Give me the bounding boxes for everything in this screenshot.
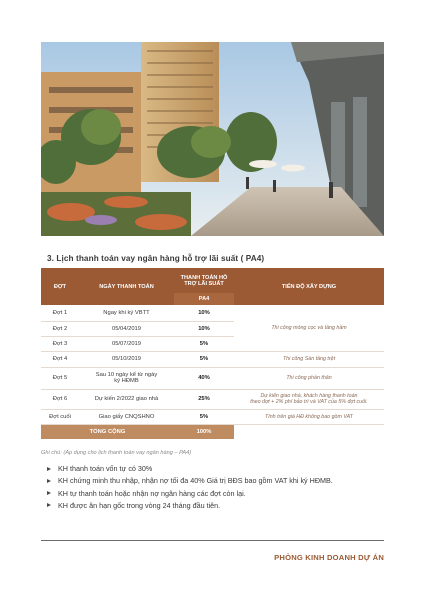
header-support-sub: PA4 [174, 293, 234, 305]
triangle-bullet-icon [47, 467, 51, 471]
row-pct: 10% [174, 321, 234, 336]
table-row [41, 409, 384, 424]
row-phase: Đợt 3 [41, 336, 79, 351]
bullet-text: KH tự thanh toán hoặc nhận nợ ngân hàng các đợt còn lại. [58, 488, 246, 498]
footer-department: PHÒNG KINH DOANH DỰ ÁN [274, 553, 384, 562]
row-progress-line2: theo đợt + 2% phí bảo trì và VAT của 5% đợt cuối. [250, 399, 368, 405]
table-row [41, 389, 384, 409]
row-pct: 5% [174, 409, 234, 424]
row-progress: Thi công Sàn tầng trệt [234, 351, 384, 367]
row-date: 05/07/2019 [79, 336, 174, 351]
header-support [174, 268, 234, 293]
bullet-text: KH được ân hạn gốc trong vòng 24 tháng đầu tiên. [58, 500, 221, 510]
header-date: NGÀY THANH TOÁN [79, 268, 174, 305]
row-pct: 5% [174, 336, 234, 351]
row-date: Giao giấy CNQSHNO [79, 409, 174, 424]
total-row [41, 424, 384, 439]
row-date [79, 367, 174, 389]
row-phase: Đợt 2 [41, 321, 79, 336]
row-date: Ngay khi ký VBTT [79, 305, 174, 321]
list-item [47, 488, 333, 500]
row-phase: Đợt 5 [41, 367, 79, 389]
total-pct: 100% [174, 424, 234, 439]
footer-divider [41, 540, 384, 541]
row-phase: Đợt cuối [41, 409, 79, 424]
row-progress: Tính trên giá HĐ không bao gồm VAT [234, 409, 384, 424]
row-phase: Đợt 6 [41, 389, 79, 409]
row-pct: 10% [174, 305, 234, 321]
triangle-bullet-icon [47, 479, 51, 483]
row-phase: Đợt 1 [41, 305, 79, 321]
bullet-list [47, 463, 333, 512]
row-progress: Thi công phần thân [234, 367, 384, 389]
row-date: 05/04/2019 [79, 321, 174, 336]
table-row [41, 351, 384, 367]
bullet-text: KH thanh toán vốn tự có 30% [58, 464, 153, 473]
table-note: Ghi chú: (Áp dụng cho lịch thanh toán vay ngân hàng – PA4) [41, 450, 192, 456]
header-progress: TIẾN ĐỘ XÂY DỰNG [234, 268, 384, 305]
row-progress-line1: Dự kiến giao nhà, khách hàng thanh toán [260, 393, 358, 399]
list-item [47, 500, 333, 512]
triangle-bullet-icon [47, 503, 51, 507]
triangle-bullet-icon [47, 491, 51, 495]
row-phase: Đợt 4 [41, 351, 79, 367]
row-date: Dự kiến 2/2022 giao nhà [79, 389, 174, 409]
list-item [47, 475, 333, 487]
row-progress [234, 389, 384, 409]
bullet-text: KH chứng minh thu nhập, nhận nợ tối đa 40% Giá trị BĐS bao gồm VAT khi ký HĐMB. [58, 476, 333, 486]
hero-image [41, 42, 384, 236]
header-phase: ĐỢT [41, 268, 79, 305]
total-blank [234, 424, 384, 439]
row-progress-merged: Thi công móng cọc và tầng hầm [234, 305, 384, 351]
row-date-line1: Sau 10 ngày kể từ ngày [95, 372, 158, 378]
section-title: 3. Lịch thanh toán vay ngân hàng hỗ trợ lãi suất ( PA4) [47, 254, 265, 263]
row-date-line2: ký HĐMB [114, 378, 139, 384]
row-pct: 5% [174, 351, 234, 367]
list-item [47, 463, 333, 475]
header-support-line1: THANH TOÁN HỖ [180, 274, 228, 281]
row-pct: 25% [174, 389, 234, 409]
table-row [41, 367, 384, 389]
header-support-line2: TRỢ LÃI SUẤT [184, 280, 224, 287]
total-label: TỔNG CỘNG [41, 424, 174, 439]
row-pct: 40% [174, 367, 234, 389]
row-date: 05/10/2019 [79, 351, 174, 367]
payment-schedule-table [41, 268, 384, 439]
table-row [41, 305, 384, 321]
